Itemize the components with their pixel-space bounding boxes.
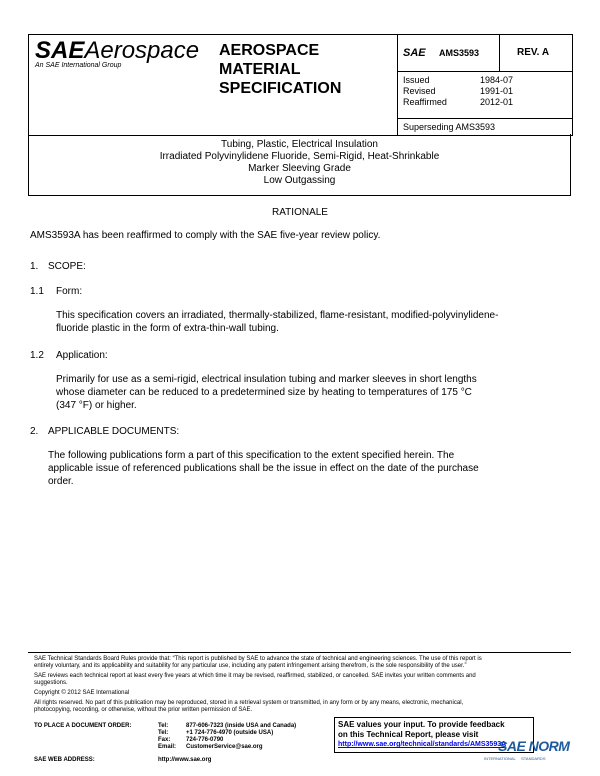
feedback-link[interactable]: http://www.sae.org/technical/standards/AMS3593A (338, 741, 507, 748)
date-block: Issued 1984-07 Revised 1991-01 Reaffirmed 2012-01 (403, 75, 514, 107)
subject-line: Irradiated Polyvinylidene Fluoride, Semi-Rigid, Heat-Shrinkable (159, 151, 440, 162)
revision-label: REV. A (517, 47, 550, 58)
web-address[interactable]: http://www.sae.org (158, 757, 212, 763)
application-paragraph: Primarily for use as a semi-rigid, electrical insulation tubing and marker sleeves in short lengths whose diameter can be reduced to a predetermined size by heating to temperatures of 175 °C (347 °F) or higher. (56, 374, 477, 411)
sae-aerospace-logo: SAEAerospace (35, 37, 200, 64)
section-1-number: 1. (30, 261, 39, 272)
form-paragraph: This specification covers an irradiated, thermally-stabilized, flame-resistant, modified-polyvinylidene- fluoride plastic in the form of extra-thin-wall tubing. (56, 310, 499, 334)
section-1-1-number: 1.1 (30, 286, 44, 297)
order-label: TO PLACE A DOCUMENT ORDER: (34, 723, 132, 729)
subject-line: Tubing, Plastic, Electrical Insulation (221, 139, 378, 150)
section-1-2-number: 1.2 (30, 350, 44, 361)
document-number: AMS3593 (439, 48, 480, 58)
footer-rule (28, 652, 571, 653)
footer-text: SAE Technical Standards Board Rules provide that: “This report is published by SAE to advance the state of technical and engineering sciences. The use of this report is entirely voluntary, and its applicability and suitability for any particular use, including any patent infringement arising therefrom, is the sole responsibility of the user.” SAE reviews each technical report at least every five years at which time it may be revised, reaffirmed, stabilized, or cancelled. SAE invites your written comments and suggestions. Copyright © 2012 SAE International All rights reserved. No part of this publication may be reproduced, stored in a retrieval system or transmitted, in any form or by any means, electronic, mechanical, photocopying, recording, or otherwise, without the prior written permission of SAE. (34, 656, 482, 713)
documents-paragraph: The following publications form a part of this specification to the extent specified herein. The applicable issue of referenced publications shall be the issue in effect on the date of the purchase order. (48, 450, 479, 487)
header-box (28, 34, 573, 136)
section-2-title: APPLICABLE DOCUMENTS: (48, 426, 180, 437)
subject-line: Low Outgassing (263, 175, 336, 186)
web-label: SAE WEB ADDRESS: (34, 757, 95, 763)
document-type-title: AEROSPACE MATERIAL SPECIFICATION (219, 42, 342, 97)
section-1-title: SCOPE: (48, 261, 86, 272)
rationale-heading: RATIONALE (272, 207, 328, 218)
sae-small-logo: SAE (403, 47, 426, 59)
section-1-1-title: Form: (56, 286, 83, 297)
subject-box (28, 134, 571, 196)
feedback-box: SAE values your input. To provide feedback on this Technical Report, please visit http://www.sae.org/technical/standards/AMS3593A (334, 717, 534, 753)
subject-line: Marker Sleeving Grade (248, 163, 351, 174)
sae-norm-watermark: SAE NORM (498, 738, 570, 754)
logo-tagline: An SAE International Group (35, 62, 122, 69)
section-2-number: 2. (30, 426, 39, 437)
watermark-subtitle: INTERNATIONAL STANDARDS (484, 756, 546, 761)
order-contacts: Tel: 877-606-7323 (inside USA and Canada) Tel: +1 724-776-4970 (outside USA) Fax: 724-776-0790 Email: CustomerService@sae.org (158, 723, 297, 750)
section-1-2-title: Application: (56, 350, 108, 361)
rationale-text: AMS3593A has been reaffirmed to comply with the SAE five-year review policy. (30, 230, 381, 241)
superseding-note: Superseding AMS3593 (403, 122, 496, 132)
